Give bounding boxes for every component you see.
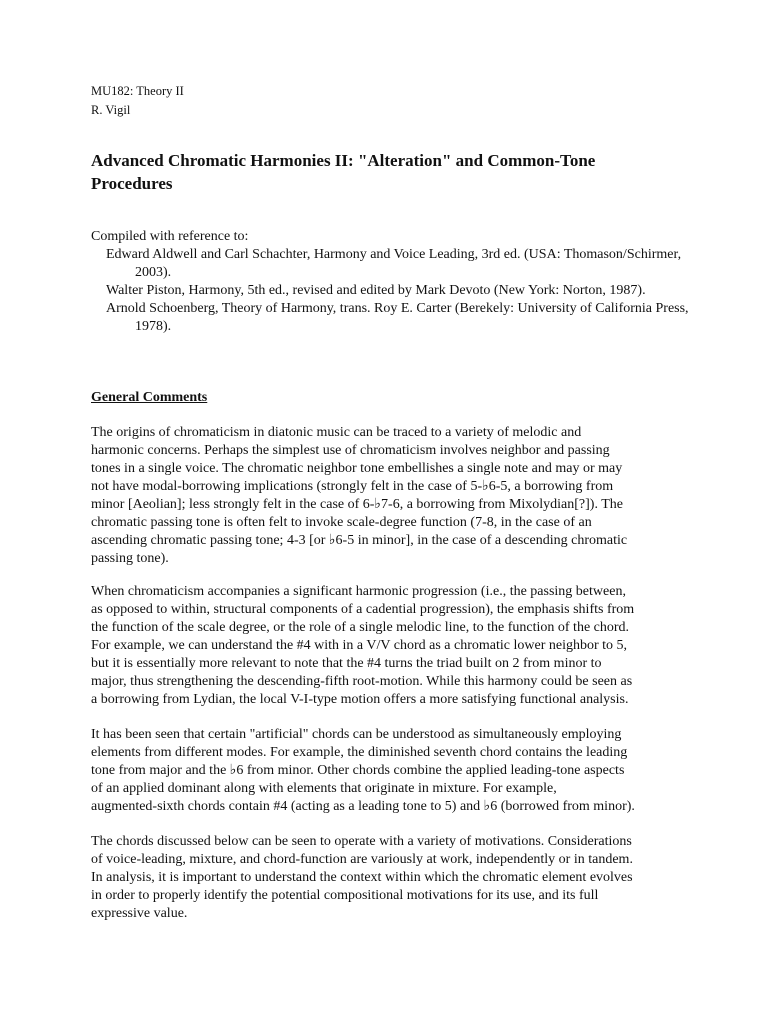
reference-entry: Walter Piston, Harmony, 5th ed., revised and edited by Mark Devoto (New York: Norton, 1987). bbox=[106, 283, 646, 298]
paragraph-line: augmented-sixth chords contain #4 (acting as a leading tone to 5) and ♭6 (borrowed from minor). bbox=[91, 799, 635, 814]
paragraph-line: major, thus strengthening the descending-fifth root-motion. While this harmony could be seen as bbox=[91, 674, 633, 689]
reference-entry: Edward Aldwell and Carl Schachter, Harmony and Voice Leading, 3rd ed. (USA: Thomason/Schirmer, 2003). bbox=[106, 247, 682, 280]
paragraph-line: of voice-leading, mixture, and chord-function are variously at work, independently or in tandem. bbox=[91, 852, 633, 867]
paragraph-line: tones in a single voice. The chromatic neighbor tone embellishes a single note and may or may bbox=[91, 461, 623, 476]
paragraph-line: of an applied dominant along with elements that originate in mixture. For example, bbox=[91, 781, 557, 796]
document-header bbox=[91, 82, 184, 120]
paragraph-line: When chromaticism accompanies a significant harmonic progression (i.e., the passing between, bbox=[91, 584, 626, 599]
paragraph-line: In analysis, it is important to understand the context within which the chromatic element evolves bbox=[91, 870, 633, 885]
reference-list bbox=[91, 228, 691, 336]
paragraph-line: a borrowing from Lydian, the local V-I-type motion offers a more satisfying functional analysis. bbox=[91, 692, 629, 707]
section-heading: General Comments bbox=[91, 390, 208, 405]
paragraph-line: The chords discussed below can be seen to operate with a variety of motivations. Considerations bbox=[91, 834, 632, 849]
paragraph-line: harmonic concerns. Perhaps the simplest use of chromaticism involves neighbor and passing bbox=[91, 443, 610, 458]
paragraph-line: minor [Aeolian]; less strongly felt in the case of 6-♭7-6, a borrowing from Mixolydian[?]). The bbox=[91, 497, 623, 512]
document-title: Advanced Chromatic Harmonies II: "Alteration" and Common-Tone Procedures bbox=[91, 151, 596, 193]
paragraph-line: chromatic passing tone is often felt to invoke scale-degree function (7-8, in the case of an bbox=[91, 515, 592, 530]
paragraph-line: as opposed to within, structural components of a cadential progression), the emphasis shifts from bbox=[91, 602, 635, 617]
paragraph-line: expressive value. bbox=[91, 906, 188, 921]
paragraph-line: ascending chromatic passing tone; 4-3 [or ♭6-5 in minor], in the case of a descending chromatic bbox=[91, 533, 628, 548]
body-paragraph bbox=[91, 583, 681, 709]
paragraph-line: The origins of chromaticism in diatonic music can be traced to a variety of melodic and bbox=[91, 425, 582, 440]
paragraph-line: It has been seen that certain "artificial" chords can be understood as simultaneously employing bbox=[91, 727, 622, 742]
body-paragraph bbox=[91, 833, 681, 923]
paragraph-line: elements from different modes. For example, the diminished seventh chord contains the leading bbox=[91, 745, 628, 760]
paragraph-line: the function of the scale degree, or the role of a single melodic line, to the function of the chord. bbox=[91, 620, 630, 635]
reference-entry: Arnold Schoenberg, Theory of Harmony, trans. Roy E. Carter (Berekely: University of California Press, 1978). bbox=[106, 301, 689, 334]
paragraph-line: tone from major and the ♭6 from minor. Other chords combine the applied leading-tone aspects bbox=[91, 763, 625, 778]
course-label: MU182: Theory II bbox=[91, 84, 184, 98]
paragraph-line: in order to properly identify the potential compositional motivations for its use, and its full bbox=[91, 888, 599, 903]
paragraph-line: passing tone). bbox=[91, 551, 169, 566]
paragraph-line: not have modal-borrowing implications (strongly felt in the case of 5-♭6-5, a borrowing from bbox=[91, 479, 614, 494]
author-label: R. Vigil bbox=[91, 103, 131, 117]
reference-intro: Compiled with reference to: bbox=[91, 229, 249, 244]
body-paragraph bbox=[91, 424, 681, 568]
body-paragraph bbox=[91, 726, 681, 816]
paragraph-line: For example, we can understand the #4 with in a V/V chord as a chromatic lower neighbor to 5, bbox=[91, 638, 628, 653]
paragraph-line: but it is essentially more relevant to note that the #4 turns the triad built on 2 from minor to bbox=[91, 656, 602, 671]
